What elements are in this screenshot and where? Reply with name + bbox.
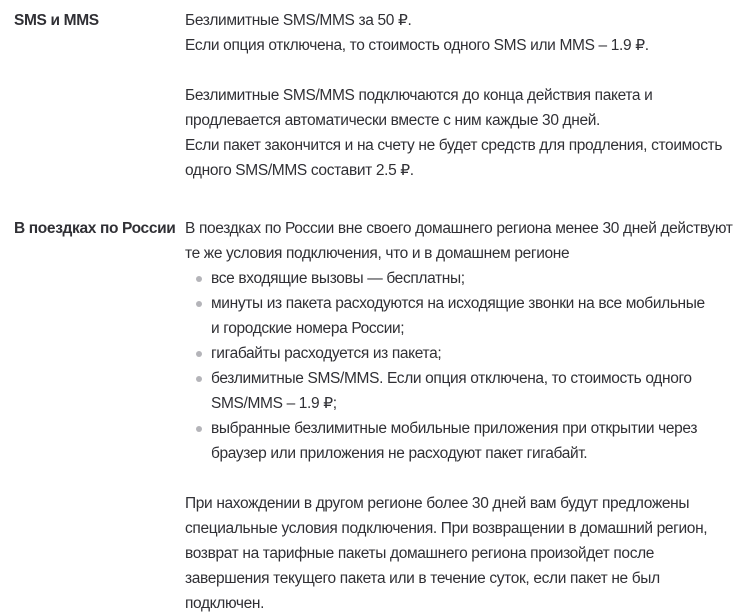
text-line: все входящие вызовы — бесплатны; — [211, 270, 465, 287]
paragraph-travel-intro — [185, 216, 735, 266]
section-label-travel-russia: В поездках по России — [14, 220, 176, 237]
list-item-text — [211, 366, 692, 416]
text-line: одного SMS/MMS составит 2.5 ₽. — [185, 162, 414, 179]
list-item-text — [211, 291, 705, 341]
text-line: подключен. — [185, 595, 265, 612]
paragraph-travel-long-stay — [185, 491, 735, 616]
paragraph-sms-price — [185, 8, 735, 58]
bullet-icon — [196, 351, 202, 357]
list-item — [185, 341, 735, 366]
bullet-icon — [196, 426, 202, 432]
text-line: браузер или приложения не расходуют пакет гигабайт. — [211, 445, 588, 462]
section-content-sms-mms — [185, 8, 735, 183]
section-label-sms-mms: SMS и MMS — [14, 12, 99, 29]
paragraph-sms-renewal — [185, 83, 735, 183]
text-line: Если пакет закончится и на счету не будет средств для продления, стоимость — [185, 137, 723, 154]
text-line: Безлимитные SMS/MMS подключаются до конца действия пакета и — [185, 87, 653, 104]
text-line: SMS/MMS – 1.9 ₽; — [211, 395, 337, 412]
text-line: В поездках по России вне своего домашнего региона менее 30 дней действуют — [185, 220, 733, 237]
text-line: безлимитные SMS/MMS. Если опция отключена, то стоимость одного — [211, 370, 692, 387]
text-line: Безлимитные SMS/MMS за 50 ₽. — [185, 12, 412, 29]
bullet-icon — [196, 301, 202, 307]
text-line: гигабайты расходуется из пакета; — [211, 345, 442, 362]
bullet-icon — [196, 276, 202, 282]
list-item — [185, 366, 735, 416]
text-line: Если опция отключена, то стоимость одного SMS или MMS – 1.9 ₽. — [185, 37, 649, 54]
list-item — [185, 416, 735, 466]
section-travel-russia — [14, 216, 735, 616]
text-line: и городские номера России; — [211, 320, 405, 337]
text-line: продлевается автоматически вместе с ним каждые 30 дней. — [185, 112, 600, 129]
text-line: возврат на тарифные пакеты домашнего региона произойдет после — [185, 545, 655, 562]
list-item — [185, 266, 735, 291]
text-line: завершения текущего пакета или в течение суток, если пакет не был — [185, 570, 660, 587]
section-content-travel-russia — [185, 216, 735, 616]
text-line: минуты из пакета расходуются на исходящие звонки на все мобильные — [211, 295, 705, 312]
list-item-text — [211, 416, 697, 466]
list-item — [185, 291, 735, 341]
bullet-icon — [196, 376, 202, 382]
travel-conditions-list — [185, 266, 735, 466]
text-line: специальные условия подключения. При возвращении в домашний регион, — [185, 520, 708, 537]
text-line: те же условия подключения, что и в домашнем регионе — [185, 245, 570, 262]
section-sms-mms — [14, 8, 735, 183]
text-line: При нахождении в другом регионе более 30 дней вам будут предложены — [185, 495, 690, 512]
text-line: выбранные безлимитные мобильные приложения при открытии через — [211, 420, 698, 437]
list-item-text — [211, 341, 441, 366]
list-item-text — [211, 266, 465, 291]
